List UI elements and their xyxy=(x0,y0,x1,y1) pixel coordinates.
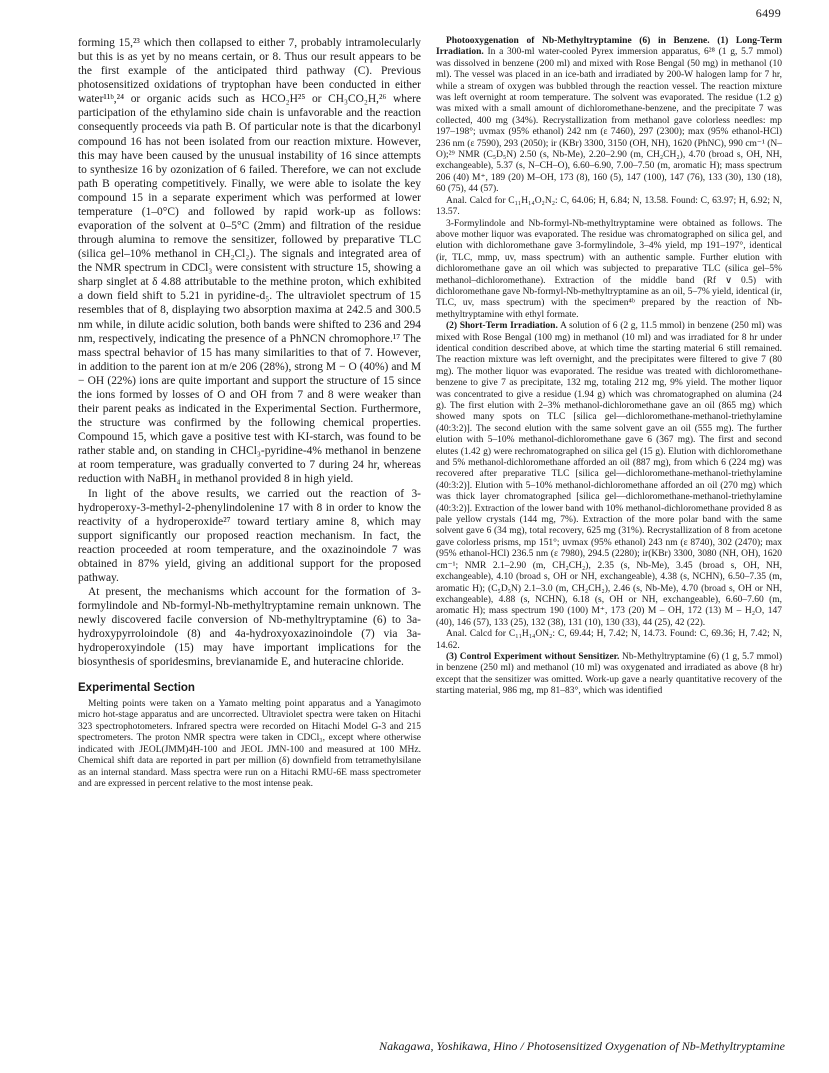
body-paragraph: Melting points were taken on a Yamato melting point apparatus and a Yanagimoto micro hot-stage apparatus and are uncorrected. Ultraviolet spectra were taken on Hitachi 323 spectrophotometers. Infrared spectra were recorded on Hitachi Model G-3 and 215 spectrometers. The proton NMR spectra were taken in CDCl₃, except where otherwise indicated with JEOL(JMM)4H-100 and JEOL JMN-100 and measured at 100 MHz. Chemical shift data are reported in part per million (δ) downfield from tetramethylsilane as an internal standard. Mass spectra were run on a Hitachi RMU-6E mass spectrometer and are expressed in percent relative to the most intense peak. xyxy=(78,698,421,790)
procedure-paragraph xyxy=(436,321,782,629)
section-heading: Experimental Section xyxy=(78,681,195,694)
procedure-text: A solution of 6 (2 g, 11.5 mmol) in benzene (250 ml) was mixed with Rose Bengal (100 mg) in methanol (10 ml) and was irradiated for 8 hr under identical condition described above, at which time the starting material 6 still remained. The reaction mixture was left overnight, and the precipitates were filtered to give 7 (80 mg). The mother liquor was evaporated. The residue was treated with dichloromethane-benzene to give 7 as precipitate, 132 mg, totaling 212 mg, 9% yield. The mother liquor was concentrated to give a residue (1.94 g) which was chromatographed on alumina (24 g). The first elution with 2–3% methanol-dichloromethane gave an oil (865 mg) which showed many spots on TLC [silica gel—dichloromethane-methanol-triethylamine (40:3:2)]. The second elution with the same solvent gave an oil (555 mg). The further elution with 5–10% methanol-dichloromethane gave 6 (367 mg). The first and second elutes (1.42 g) were rechromatographed on silica gel (15 g). Elution with dichloromethane and 5% methanol-dichloromethane afforded an oil (887 mg), from which 6 (224 mg) was recovered after preparative TLC [silica gel—dichloromethane-methanol-triethylamine (40:3:2)]. Elution with 5–10% methanol-dichloromethane afforded an oil (270 mg) which was thick layer chromatographed [silica gel—dichloromethane-methanol-triethylamine (40:3:2)]. Extraction of the lower band with 10% methanol-dichloromethane provided 8 as pale yellow crystals (144 mg, 7%). Extraction of the more polar band with the same solvent gave 6 (34 mg), total recovery, 625 mg (31%). Recrystallization of 8 from acetone gave colorless prisms, mp 151°; uvmax (95% ethanol) 243 nm (ε 8740), 302 (2470); max (95% ethanol-HCl) 236.5 nm (ε 7980), 294.5 (2280); ir(KBr) 3300, 3080 (NH, OH), 1620 cm⁻¹; NMR 2.1–2.90 (m, CH₂CH₂), 2.35 (s, Nb-Me), 3.45 (broad s, OH, NH, exchangeable), 4.10 (broad s, OH or NH, exchangeable), 4.38 (s, NCHN), 6.50–7.35 (m, aromatic H); (C₅D₅N) 2.1–3.0 (m, CH₂CH₂), 2.46 (s, Nb-Me), 4.70 (broad s, OH or NH, exchangeable), 4.88 (s, NCHN), 6.18 (s, OH or NH, exchangeable), 6.60–7.60 (m, aromatic H); mass spectrum 190 (100) M⁺, 173 (20) M – OH, 172 (13) M – H₂O, 147 (40), 146 (57), 133 (25), 132 (38), 131 (10), 130 (33), 44 (25), 42 (22). xyxy=(436,321,782,628)
procedure-paragraph xyxy=(436,36,782,196)
procedure-title: (2) Short-Term Irradiation. xyxy=(446,321,558,332)
running-footer: Nakagawa, Yoshikawa, Hino / Photosensitized Oxygenation of Nb-Methyltryptamine xyxy=(379,1039,785,1053)
analysis-paragraph: Anal. Calcd for C₁₁H₁₄O₂N₂: C, 64.06; H, 6.84; N, 13.58. Found: C, 63.97; H, 6.92; N, 13.57. xyxy=(436,195,782,218)
analysis-paragraph: Anal. Calcd for C₁₁H₁₄ON₂: C, 69.44; H, 7.42; N, 14.73. Found: C, 69.36; H, 7.42; N, 14.62. xyxy=(436,629,782,651)
procedure-paragraph xyxy=(436,652,782,698)
right-column xyxy=(436,36,782,698)
left-column xyxy=(78,36,421,791)
body-paragraph: 3-Formylindole and Nb-formyl-Nb-methyltryptamine were obtained as follows. The above mother liquor was evaporated. The residue was chromatographed on silica gel, and elution with dichloromethane gave 3-formylindole, 3–4% yield, mp 191–197°, identical (ir, TLC, mmp, uv, mass spectrum) with an authentic sample. Further elution with dichloromethane gave an oil which was subjected to preparative TLC (silica gel–5% methanol–dichloromethane). Extraction of the middle band (Rf ∨ 0.5) with dichloromethane gave Nb-formyl-Nb-methyltryptamine as an oil, 5–7% yield, identical (ir, TLC, uv, mass spectrum) with the specimen⁴ᵇ prepared by the reaction of Nb-methyltryptamine with ethyl formate. xyxy=(436,218,782,320)
page-number: 6499 xyxy=(755,6,781,20)
procedure-text: In a 300-ml water-cooled Pyrex immersion apparatus, 6²⁸ (1 g, 5.7 mmol) was dissolved in benzene (200 ml) and mixed with Rose Bengal (50 mg) in methanol (10 ml). The vessel was placed in an ice-bath and irradiated by 200-W halogen lamp for 7 hr, while a stream of oxygen was bubbled through the reaction vessel. The reaction mixture was left overnight at room temperature. The solvent was evaporated. The residue (1.2 g) was mixed with a small amount of dichloromethane-benzene, and the precipitate 7 was collected, 400 mg (34%). Recrystallization from methanol gave colorless needles: mp 197–198°; uvmax (95% ethanol) 242 nm (ε 7460), 297 (2300); max (95% ethanol-HCl) 236 nm (ε 7590), 293 (2050); ir (KBr) 3300, 3150 (OH, NH), 1620 (PhNC), 990 cm⁻¹ (N–O);²⁹ NMR (C₅D₅N) 2.50 (s, Nb-Me), 2.20–2.90 (m, CH₂CH₂), 4.70 (broad s, OH, NH, exchangeable), 5.37 (s, N–CH–O), 6.60–6.90, 7.00–7.50 (m, aromatic H); mass spectrum 206 (40) M⁺, 189 (20) M–OH, 173 (8), 160 (5), 147 (100), 147 (76), 133 (30), 130 (18), 60 (75), 44 (57). xyxy=(436,47,782,195)
procedure-title: (3) Control Experiment without Sensitizer. xyxy=(446,651,620,662)
body-paragraph: forming 15,²³ which then collapsed to either 7, probably intramolecularly but this is as yet by no means certain, or 8. Thus our result appears to be the first example of the anticipated third pathway (C). Previous photosensitized oxidations of tryptophan have been conducted in either water¹¹ᵇ,²⁴ or organic acids such as HCO₂H²⁵ or CH₃CO₂H,²⁶ where participation of the ethylamino side chain is unfavorable and the reaction consequently proceeds via path B. Of particular note is that the dicarbonyl compound 16 has not been isolated from our reaction mixture. However, this may have been caused by the unusual instability of 16 since attempts to synthesize 16 by ozonization of 6 failed. Therefore, we can not exclude path B operating competitively. Finally, we were able to isolate the key compound 15 in a separate experiment which was performed at lower temperature (1–0°C) and followed by rapid work-up as follows: evaporation of the solvent at 0–5°C (2mm) and filtration of the residue through alumina to remove the sensitizer, followed by preparative TLC (silica gel–10% methanol in CH₂Cl₂). The signals and integrated area of the NMR spectrum in CDCl₃ were consistent with structure 15, showing a sharp singlet at δ 4.88 attributable to the methine proton, which exhibited a down field shift to 5.21 in pyridine-d₅. The ultraviolet spectrum of 15 resembles that of 8, displaying two absorption maxima at 242.5 and 300.5 nm while, in dilute acidic solution, both bands were shifted to 236 and 294 nm, respectively, indicating the presence of a PhNCN chromophore.¹⁷ The mass spectral behavior of 15 has many similarities to that of 7. However, in addition to the parent ion at m/e 206 (28%), strong M − O (40%) and M − OH (22%) ions are quite important and support the structure of 15 since the ions formed by losses of O and OH from 7 and 8 were weaker than their parent peaks as indicated in the Experimental Section. Furthermore, the structure was confirmed by the following chemical properties. Compound 15, which gave a positive test with KI-starch, was found to be rather stable and, on standing in CHCl₃-pyridine-4% methanol in benzene at room temperature, was gradually converted to 7 during 24 hr, whereas reduction with NaBH₄ in methanol provided 8 in high yield. xyxy=(78,37,421,486)
body-paragraph: In light of the above results, we carried out the reaction of 3-hydroperoxy-3-methyl-2-phenylindolenine 17 with 8 in order to know the reactivity of a hydroperoxide²⁷ toward tertiary amine 8, which may support significantly our proposed reaction mechanism. In fact, the reaction proceeded at room temperature, and the oxazinoindole 7 was obtained in 87% yield, giving an additional support for the proposed pathway. xyxy=(78,487,421,584)
body-paragraph: At present, the mechanisms which account for the formation of 3-formylindole and Nb-formyl-Nb-methyltryptamine remain unknown. The newly discovered facile conversion of Nb-methyltryptamine (6) to 3a-hydroxypyrroloindole (8) and 4a-hydroxyoxazinoindole (7) via 3a-hydroperoxyindole (15) may have important implications for the biosynthesis of sporidesmins, brevianamide E, and huteracine chloride. xyxy=(78,586,421,669)
procedure-text: Nb-Methyltryptamine (6) (1 g, 5.7 mmol) in benzene (250 ml) and methanol (10 ml) was oxygenated and irradiated as above (8 hr) except that the sensitizer was omitted. Work-up gave a nearly quantitative recovery of the starting material, 986 mg, mp 81–83°, which was identified xyxy=(436,651,782,697)
procedure-title: Photooxygenation of Nb-Methyltryptamine (6) in Benzene. (1) Long-Term Irradiation. xyxy=(436,36,782,58)
